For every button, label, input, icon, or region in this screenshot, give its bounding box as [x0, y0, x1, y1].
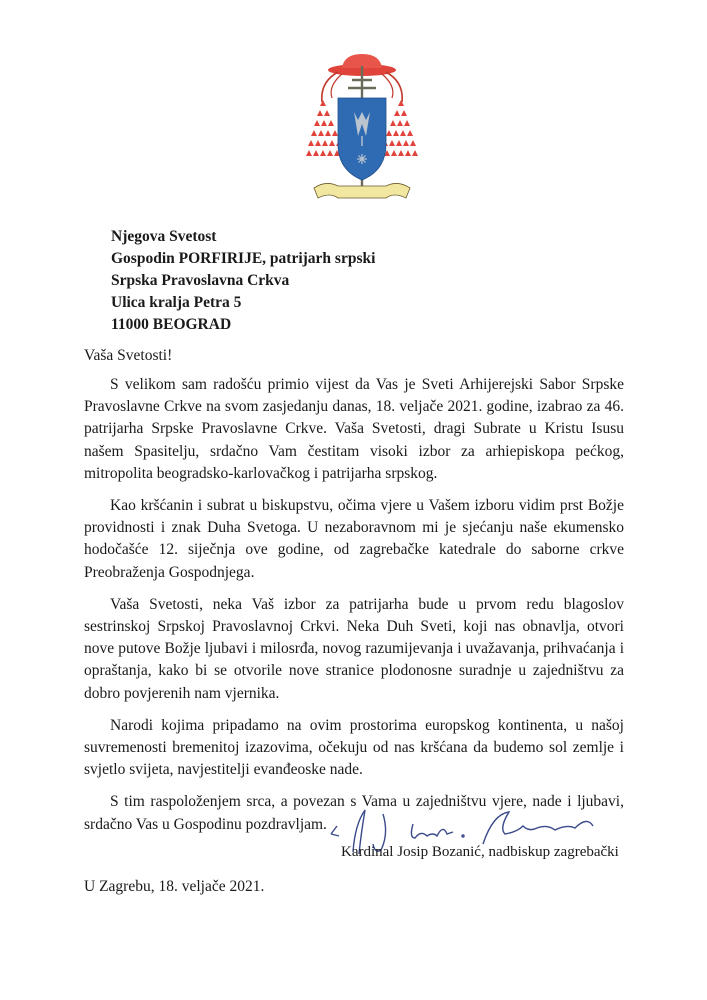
recipient-line: Srpska Pravoslavna Crkva	[111, 272, 290, 289]
galero-hat-crown	[342, 54, 382, 68]
recipient-line: Njegova Svetost	[111, 228, 217, 245]
paragraph: S tim raspoloženjem srca, a povezan s Vama u zajedništvu vjere, nade i ljubavi, srdačno Vas u Gospodinu pozdravljam.	[84, 793, 624, 833]
coat-of-arms-logo	[298, 46, 426, 212]
recipient-line: 11000 BEOGRAD	[111, 316, 232, 333]
paragraph: S velikom sam radošću primio vijest da Vas je Sveti Arhijerejski Sabor Srpske Pravoslavne Crkve na svom zasjedanju danas, 18. veljače 2021. godine, izabrao za 46. patrijarha Srpske Pravoslavne Crkve. Vaša Svetosti, dragi Subrate u Kristu Isusu našem Spasitelju, srdačno Vam čestitam visoki izbor za arhiepiskopa pećkog, mitropolita beogradsko-karlovačkog i patrijarha srpskog.	[84, 376, 624, 482]
motto-scroll	[314, 183, 410, 198]
recipient-line: Ulica kralja Petra 5	[111, 294, 242, 311]
recipient-address	[111, 226, 375, 336]
signatory-name: Kardinal Josip Bozanić, nadbiskup zagrebački	[341, 844, 619, 860]
paragraph: Vaša Svetosti, neka Vaš izbor za patrijarha bude u prvom redu blagoslov sestrinskoj Srpskoj Pravoslavnoj Crkvi. Neka Duh Sveti, koji nas obnavlja, otvori nove putove Božje ljubavi i milosrđa, novog razumijevanja i uvažavanja, prihvaćanja i opraštanja, kako bi se otvorile nove stranice plodonosne suradnje u zajedništvu za dobro povjerenih nam vjernika.	[84, 595, 624, 702]
recipient-line: Gospodin PORFIRIJE, patrijarh srpski	[111, 250, 376, 267]
star-icon	[357, 154, 367, 164]
paragraph: Narodi kojima pripadamo na ovim prostorima europskog kontinenta, u našoj suvremenosti bremenitoj izazovima, očekuju od nas kršćana da budemo sol zemlje i svjetlo svijeta, navjestitelji evanđeoske nade.	[84, 716, 624, 779]
paragraph: Kao kršćanin i subrat u biskupstvu, očima vjere u Vašem izboru vidim prst Božje providnosti i znak Duha Svetoga. U nezaboravnom mi je sjećanju naše ekumensko hodočašće 12. siječnja ove godine, od zagrebačke katedrale do saborne crkve Preobraženja Gospodnjega.	[84, 497, 624, 581]
tassels-right	[382, 100, 418, 156]
place-date: U Zagrebu, 18. veljače 2021.	[84, 878, 265, 895]
tassels-left	[306, 100, 342, 156]
letter-body	[84, 374, 624, 846]
salutation: Vaša Svetosti!	[84, 347, 173, 364]
